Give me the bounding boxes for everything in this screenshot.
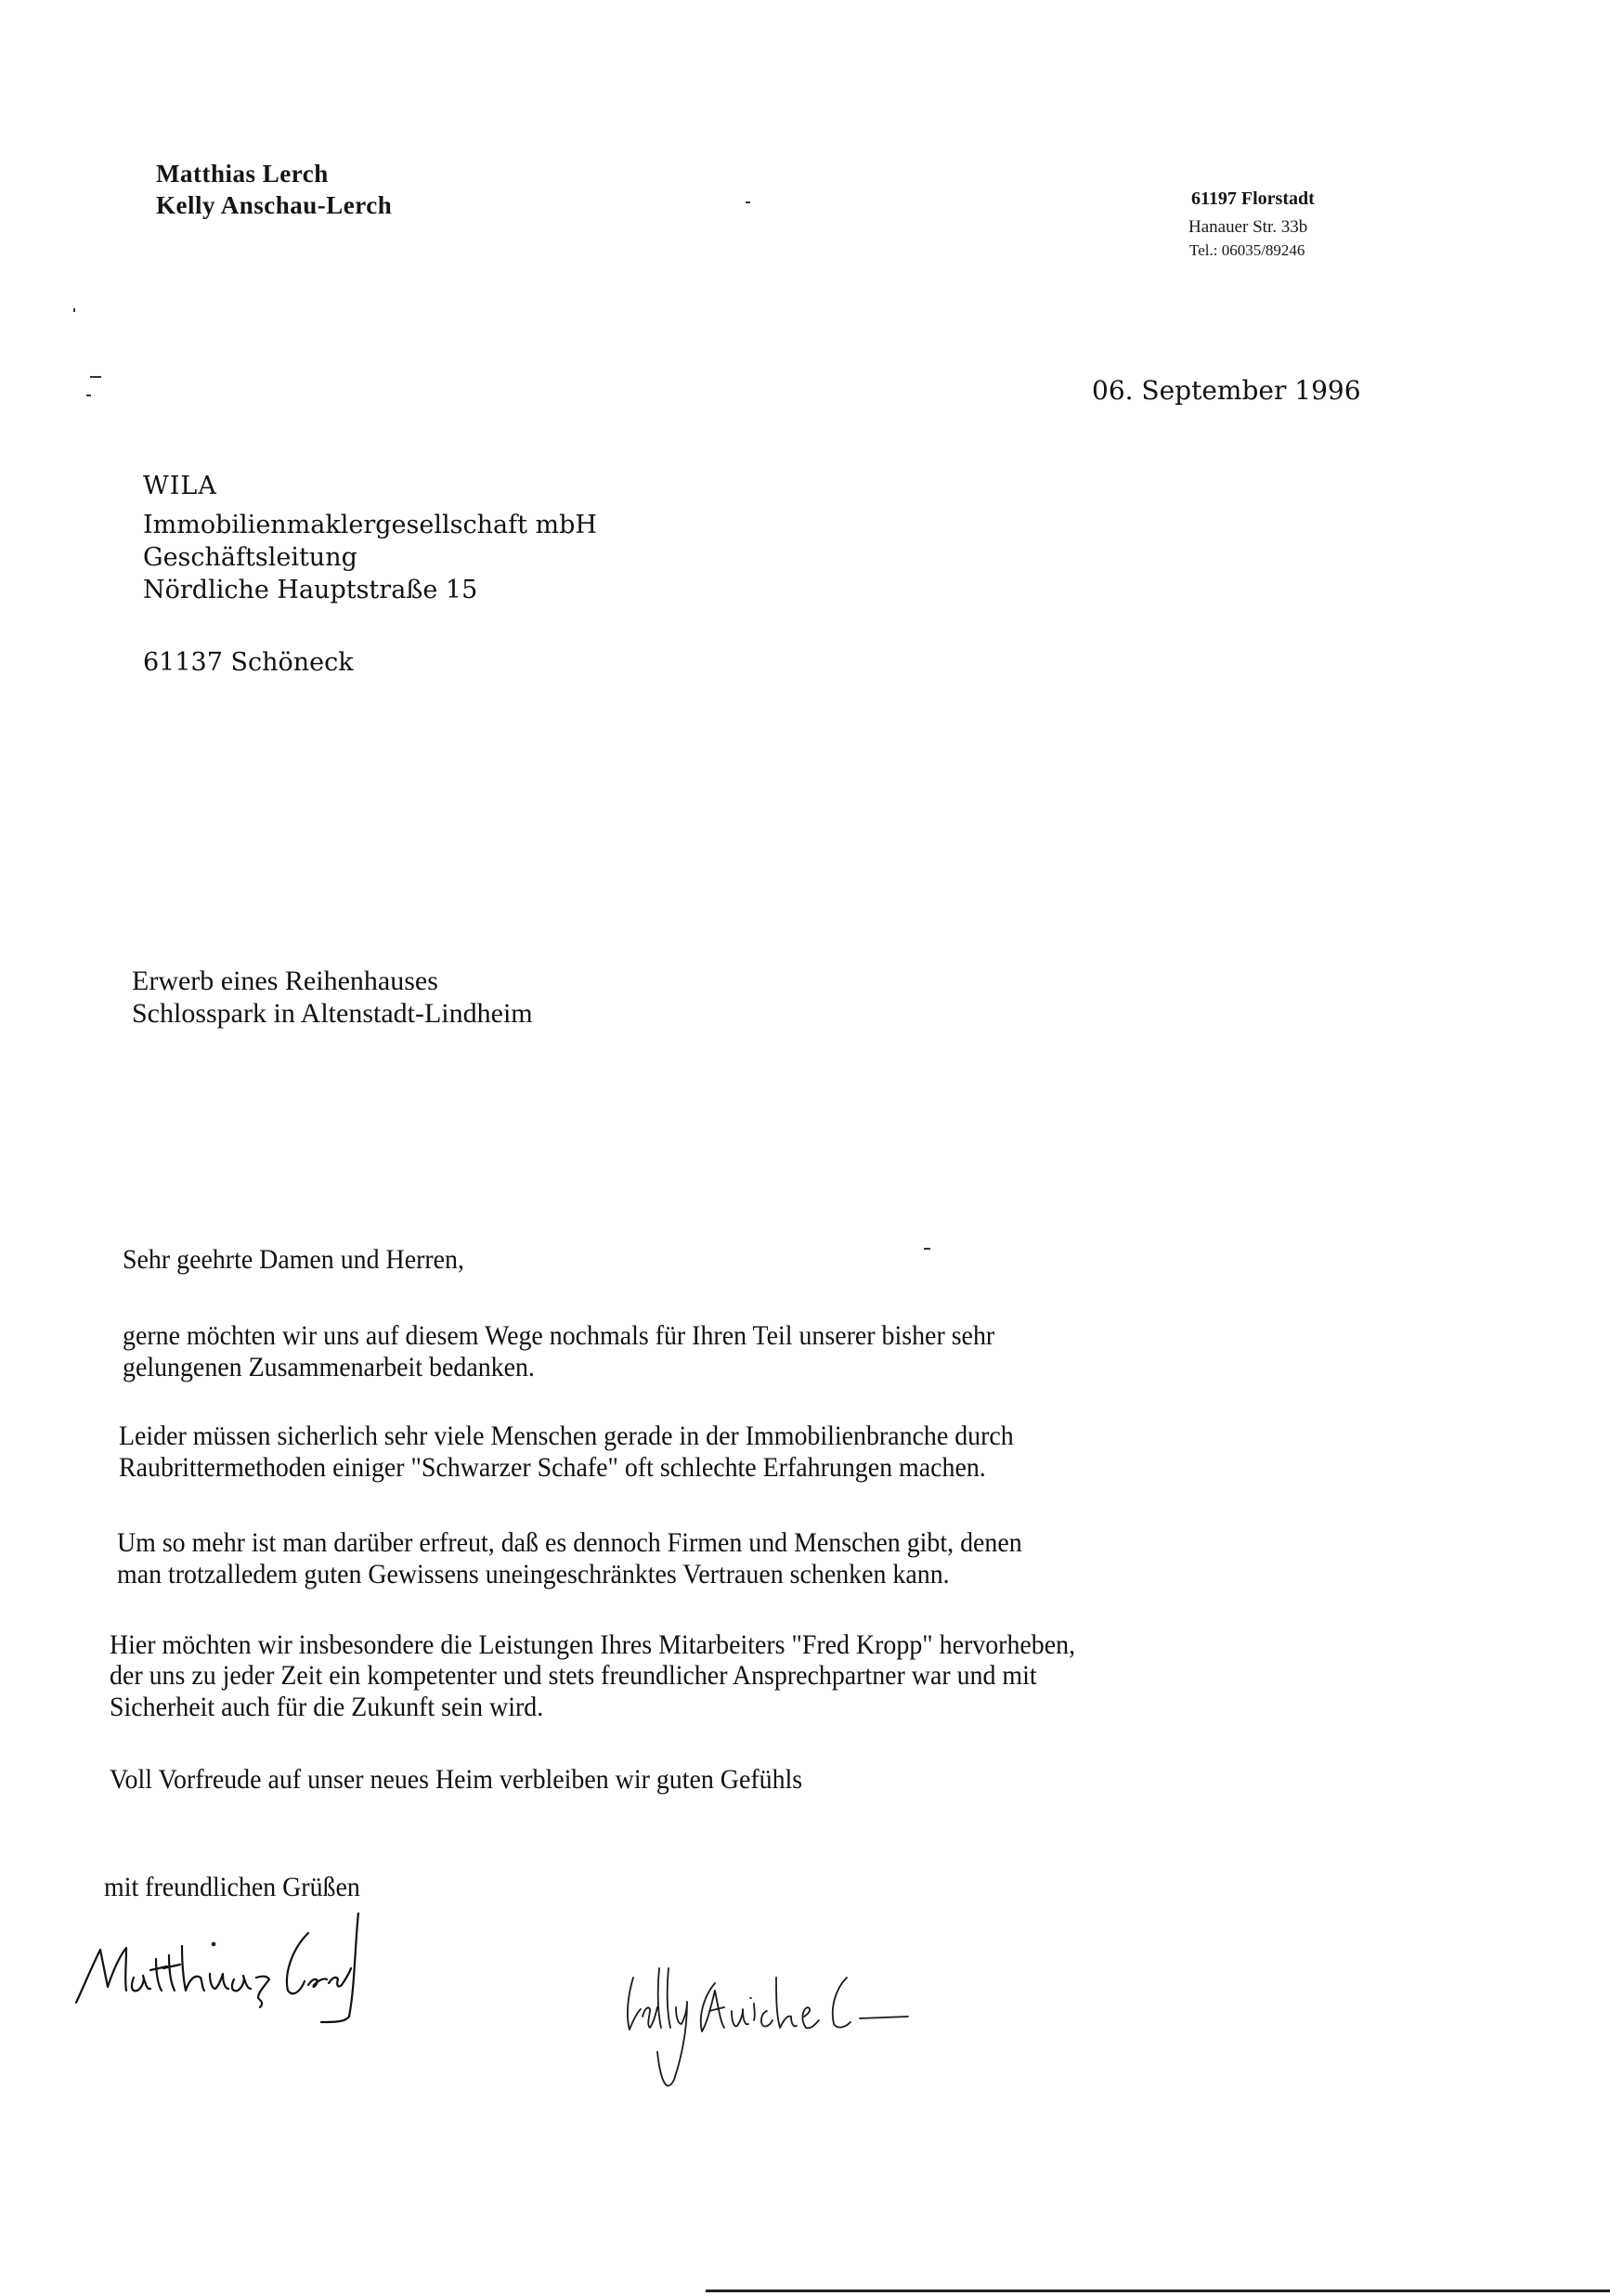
recipient-line-4: Nördliche Hauptstraße 15	[143, 576, 478, 604]
recipient-city: 61137 Schöneck	[143, 648, 354, 677]
recipient-line-1: WILA	[143, 472, 217, 500]
paragraph-3-line-2: man trotzalledem guten Gewissens uneingeschränktes Vertrauen schenken kann.	[117, 1559, 950, 1589]
recipient-line-2: Immobilienmaklergesellschaft mbH	[143, 511, 597, 539]
closing: mit freundlichen Grüßen	[104, 1872, 360, 1902]
paragraph-3-line-1: Um so mehr ist man darüber erfreut, daß es dennoch Firmen und Menschen gibt, denen	[117, 1527, 1022, 1558]
sender-phone: Tel.: 06035/89246	[1189, 241, 1305, 259]
paragraph-1-line-2: gelungenen Zusammenarbeit bedanken.	[123, 1352, 535, 1382]
paragraph-4-line-3: Sicherheit auch für die Zukunft sein wird.	[110, 1692, 544, 1722]
recipient-line-3: Geschäftsleitung	[143, 543, 357, 572]
scan-speck	[746, 201, 750, 203]
scan-speck	[924, 1248, 930, 1250]
salutation: Sehr geehrte Damen und Herren,	[123, 1244, 464, 1275]
paragraph-4-line-1: Hier möchten wir insbesondere die Leistungen Ihres Mitarbeiters "Fred Kropp" hervorheben,	[110, 1629, 1076, 1660]
sender-name-2: Kelly Anschau-Lerch	[156, 191, 393, 219]
sender-city: 61197 Florstadt	[1191, 188, 1315, 209]
scan-bottom-edge	[706, 2290, 1610, 2292]
paragraph-2-line-1: Leider müssen sicherlich sehr viele Menschen gerade in der Immobilienbranche durch	[119, 1420, 1014, 1451]
paragraph-5-line-1: Voll Vorfreude auf unser neues Heim verbleiben wir guten Gefühls	[110, 1764, 803, 1795]
scan-speck	[90, 376, 101, 378]
paragraph-2-line-2: Raubrittermethoden einiger "Schwarzer Schafe" oft schlechte Erfahrungen machen.	[119, 1452, 986, 1483]
paragraph-4-line-2: der uns zu jeder Zeit ein kompetenter und stets freundlicher Ansprechpartner war und mit	[110, 1660, 1037, 1691]
subject-line-1: Erwerb eines Reihenhauses	[132, 966, 438, 996]
signature-kelly-icon	[334, 1931, 1040, 2108]
scan-speck	[73, 308, 75, 312]
subject-line-2: Schlosspark in Altenstadt-Lindheim	[132, 998, 533, 1029]
sender-name-1: Matthias Lerch	[156, 160, 329, 188]
scan-speck	[86, 395, 91, 396]
letter-date: 06. September 1996	[1092, 375, 1361, 406]
sender-street: Hanauer Str. 33b	[1188, 217, 1308, 237]
paragraph-1-line-1: gerne möchten wir uns auf diesem Wege nochmals für Ihren Teil unserer bisher sehr	[123, 1320, 995, 1351]
